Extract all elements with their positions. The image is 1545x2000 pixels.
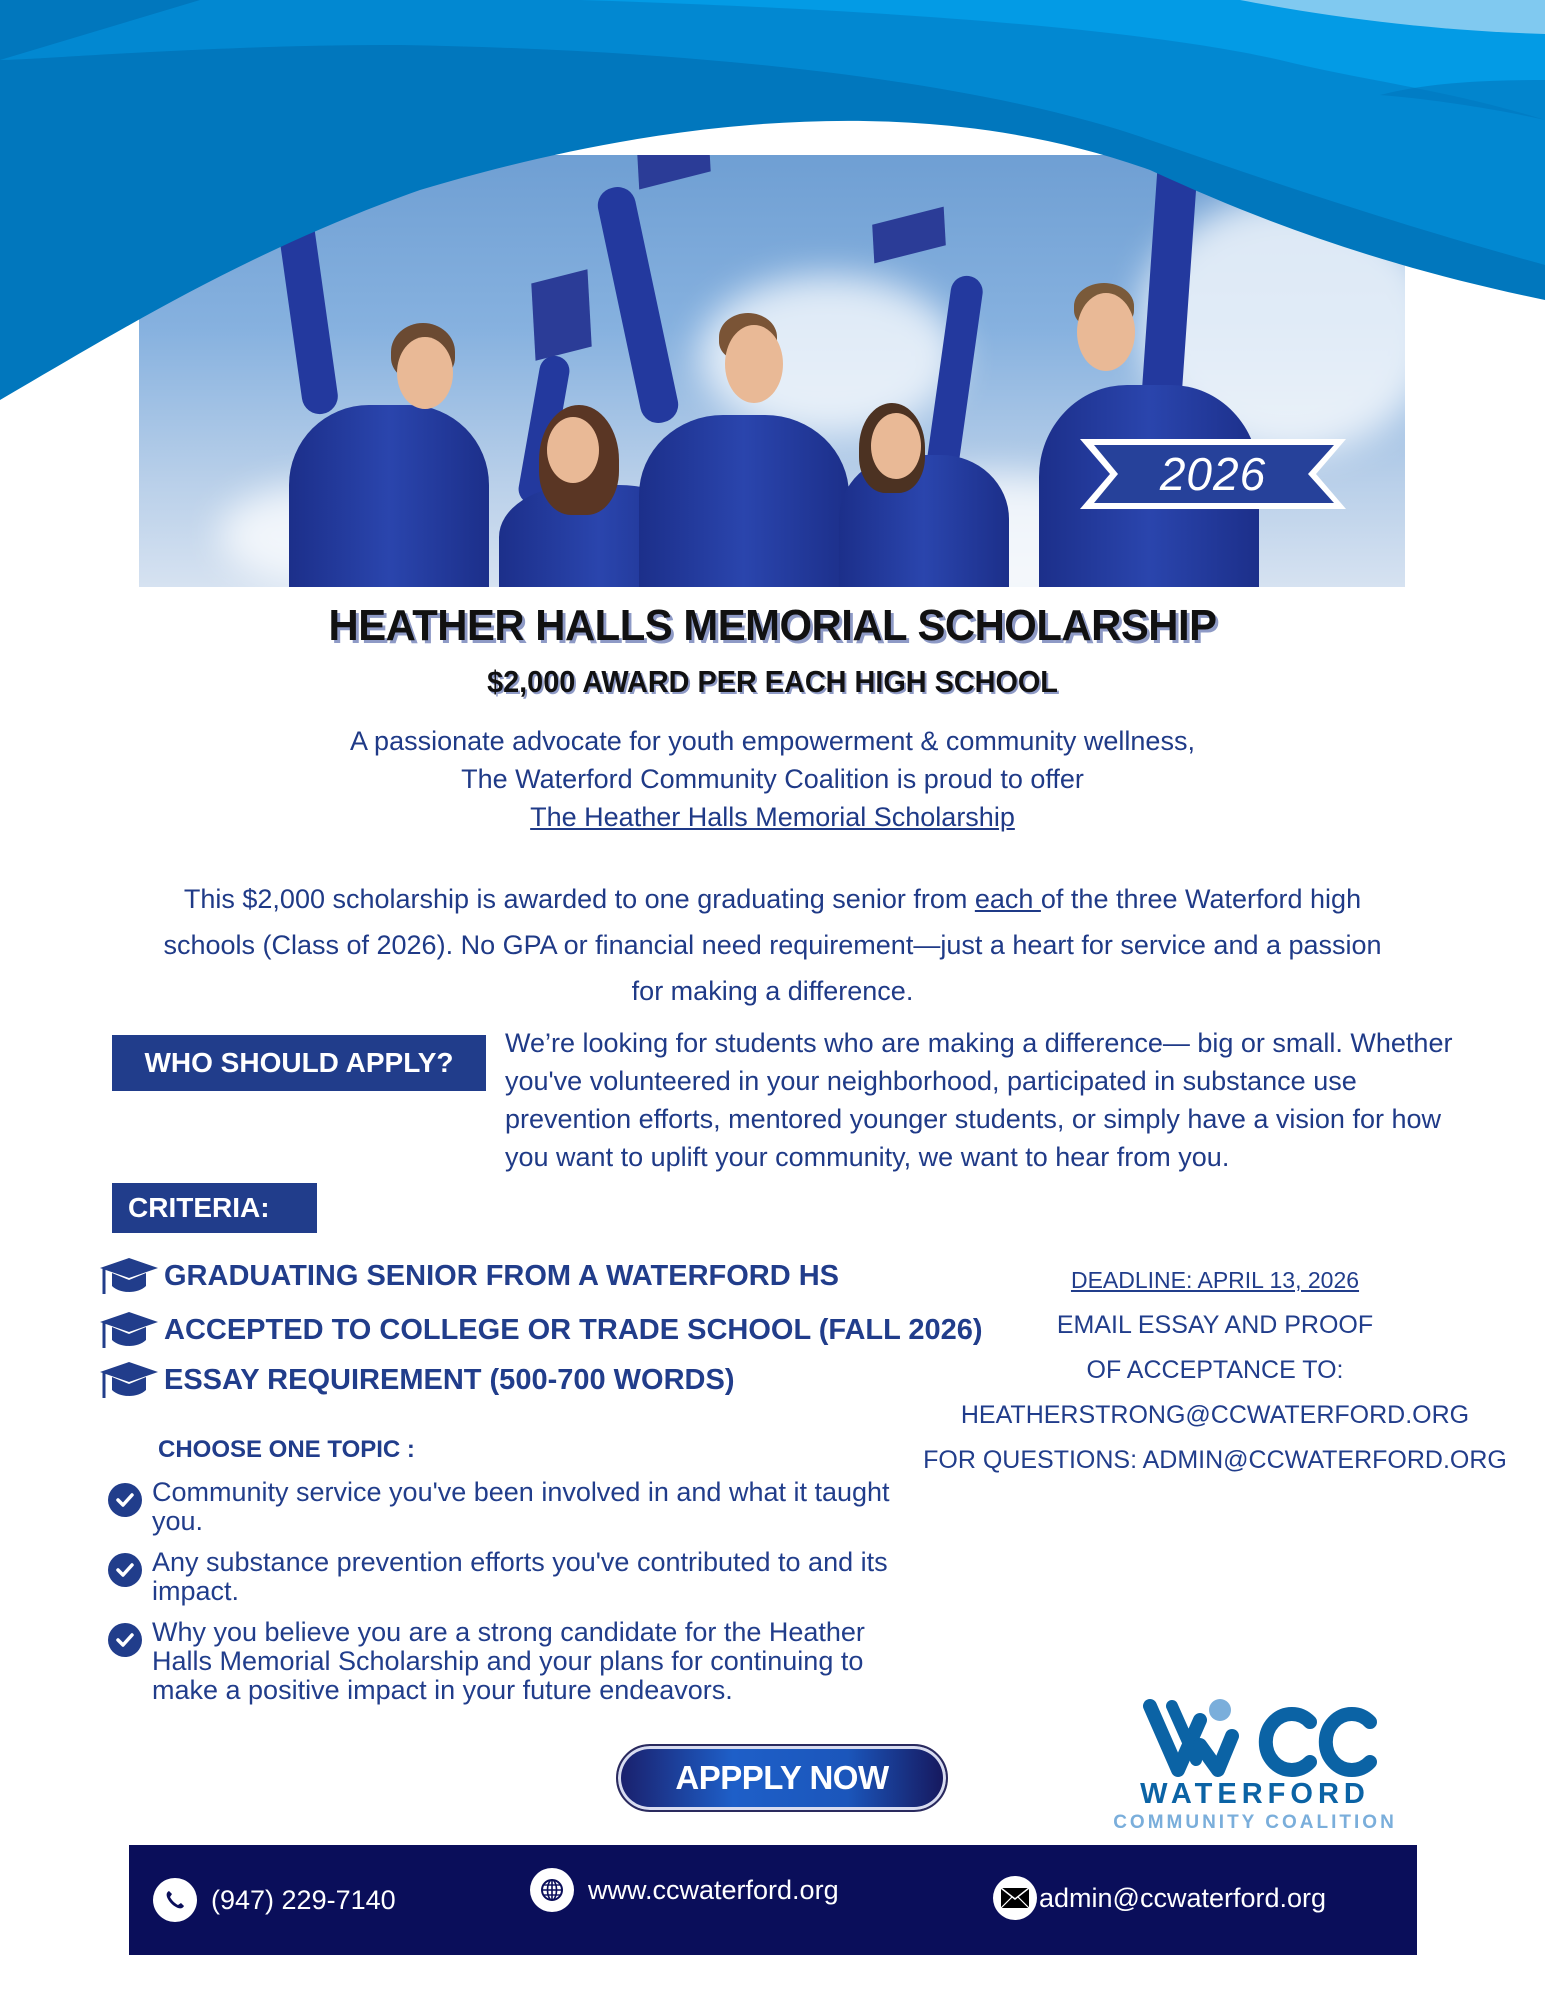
graduation-cap-icon: [98, 1360, 160, 1400]
criteria-text: GRADUATING SENIOR FROM A WATERFORD HS: [164, 1259, 840, 1292]
topic-text: Community service you've been involved in and what it taught you.: [152, 1477, 890, 1536]
contact-footer: [129, 1845, 1417, 1955]
envelope-icon: [993, 1876, 1037, 1920]
criteria-item: [98, 1256, 839, 1296]
logo-line-2: COMMUNITY COALITION: [1113, 1812, 1397, 1833]
page-title: HEATHER HALLS MEMORIAL SCHOLARSHIP: [328, 601, 1217, 650]
email-address: admin@ccwaterford.org: [1039, 1882, 1327, 1913]
email-instructions-line-1: EMAIL ESSAY AND PROOF: [1056, 1311, 1374, 1339]
footer-phone[interactable]: [153, 1845, 396, 1955]
award-subtitle: $2,000 AWARD PER EACH HIGH SCHOOL: [487, 664, 1058, 699]
checkmark-circle-icon: [108, 1623, 142, 1657]
choose-topic-heading: CHOOSE ONE TOPIC :: [158, 1436, 415, 1463]
globe-icon: [530, 1868, 574, 1912]
footer-website[interactable]: [530, 1835, 839, 1945]
wcc-logo: [1100, 1690, 1430, 1840]
footer-email[interactable]: [993, 1843, 1326, 1953]
phone-icon: [153, 1878, 197, 1922]
submission-email-link[interactable]: HEATHERSTRONG@CCWATERFORD.ORG: [960, 1401, 1470, 1429]
phone-number: (947) 229-7140: [211, 1884, 396, 1915]
topic-text: Any substance prevention efforts you've contributed to and its impact.: [152, 1547, 888, 1606]
questions-email-link[interactable]: FOR QUESTIONS: ADMIN@CCWATERFORD.ORG: [923, 1446, 1507, 1474]
topic-item: [108, 1618, 898, 1705]
wave-header-decoration: [0, 0, 1545, 420]
graduation-cap-icon: [98, 1256, 160, 1296]
topic-text: Why you believe you are a strong candidate for the Heather Halls Memorial Scholarship and your plans for continuing to make a positive impact in your future endeavors.: [152, 1617, 865, 1705]
topic-item: [108, 1478, 908, 1536]
logo-line-1: WATERFORD: [1140, 1778, 1370, 1810]
deadline-date: DEADLINE: APRIL 13, 2026: [1070, 1267, 1360, 1293]
website-url: www.ccwaterford.org: [588, 1874, 839, 1905]
who-should-apply-text: We’re looking for students who are making a difference— big or small. Whether you've volunteered in your neighborhood, participated in substance use prevention efforts, mentored younger students, or simply have a vision for how you want to uplift your community, we want to hear from you.: [505, 1028, 1453, 1172]
who-should-apply-label: WHO SHOULD APPLY?: [112, 1035, 486, 1091]
apply-now-button[interactable]: APPPLY NOW: [616, 1744, 948, 1812]
intro-line-2: The Waterford Community Coalition is proud to offer: [461, 764, 1084, 794]
criteria-text: ESSAY REQUIREMENT (500-700 WORDS): [164, 1363, 735, 1396]
checkmark-circle-icon: [108, 1483, 142, 1517]
criteria-label: CRITERIA:: [112, 1183, 317, 1233]
topic-item: [108, 1548, 908, 1606]
graduation-cap-icon: [98, 1310, 160, 1350]
description-emphasis: each: [974, 884, 1041, 914]
checkmark-circle-icon: [108, 1553, 142, 1587]
scholarship-link[interactable]: The Heather Halls Memorial Scholarship: [530, 802, 1015, 832]
deadline-block: [890, 1258, 1540, 1483]
criteria-text: ACCEPTED TO COLLEGE OR TRADE SCHOOL (FALL 2026): [164, 1313, 983, 1346]
email-instructions-line-2: OF ACCEPTANCE TO:: [1086, 1356, 1344, 1384]
criteria-item: [98, 1310, 983, 1350]
year-text: 2026: [1159, 448, 1267, 500]
description-text-2: of the three Waterford high schools (Class of 2026). No GPA or financial need requirement—just a heart for service and a passion for making a difference.: [163, 884, 1382, 1006]
criteria-item: [98, 1360, 734, 1400]
description-text-1: This $2,000 scholarship is awarded to one graduating senior from: [183, 884, 975, 914]
intro-paragraph: [0, 722, 1545, 836]
description-paragraph: [150, 876, 1395, 1014]
year-ribbon-badge: [1078, 437, 1348, 511]
intro-line-1: A passionate advocate for youth empowerment & community wellness,: [350, 726, 1195, 756]
